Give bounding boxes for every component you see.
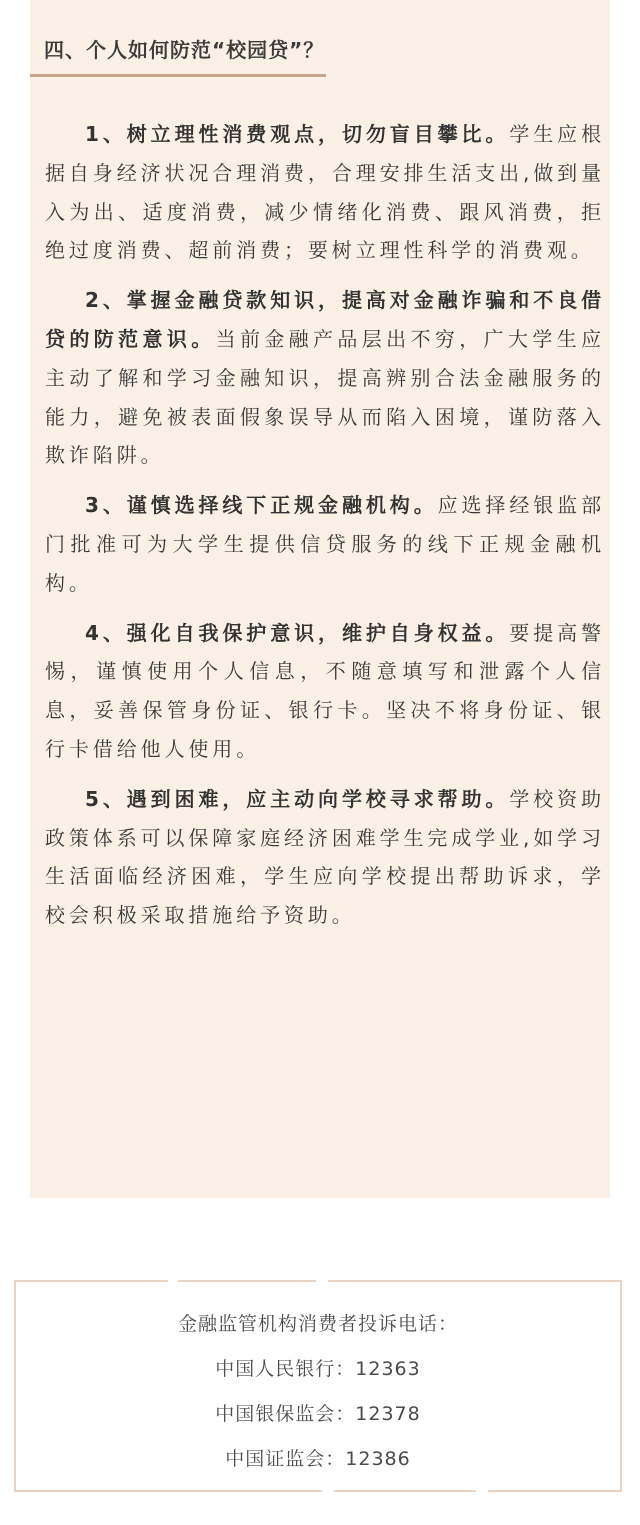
section-heading: 四、个人如何防范“校园贷”？ [44, 38, 325, 62]
paragraph-text: 要提高警惕，谨慎使用个人信息，不随意填写和泄露个人信息，妥善保管身份证、银行卡。坚决不将身份证、银行卡借给他人使用。 [45, 620, 605, 761]
hotline-csrc: 中国证监会：12386 [225, 1448, 411, 1470]
heading-underline [30, 74, 326, 77]
border-gap [322, 1489, 334, 1493]
article-body [45, 115, 605, 946]
paragraph-text: 学校资助政策体系可以保障家庭经济困难学生完成学业,如学习生活面临经济困难，学生应向学校提出帮助诉求，学校会积极采取措施给予资助。 [45, 786, 605, 928]
border-gap [316, 1279, 328, 1283]
paragraph-3 [45, 486, 605, 602]
paragraph-1 [45, 115, 605, 270]
paragraph-text: 应选择经银监部门批准可为大学生提供信贷服务的线下正规金融机构。 [45, 493, 605, 595]
border-gap [168, 1279, 178, 1283]
paragraph-2 [45, 281, 605, 475]
paragraph-lead: 1、树立理性消费观点，切勿盲目攀比。 [85, 122, 510, 146]
complaint-hotline-box [14, 1280, 622, 1492]
paragraph-lead: 4、强化自我保护意识，维护自身权益。 [85, 620, 510, 645]
paragraph-lead: 5、遇到困难，应主动向学校寻求帮助。 [85, 786, 510, 811]
paragraph-4 [45, 614, 605, 769]
paragraph-text: 当前金融产品层出不穷，广大学生应主动了解和学习金融知识，提高辨别合法金融服务的能力，避免被表面假象误导从而陷入困境，谨防落入欺诈陷阱。 [45, 326, 605, 468]
paragraph-lead: 2、掌握金融贷款知识，提高对金融诈骗和不良借贷的防范意识。 [45, 288, 605, 351]
paragraph-5 [45, 780, 605, 935]
hotline-cbirc: 中国银保监会：12378 [215, 1403, 421, 1425]
article-section [30, 0, 610, 1198]
border-gap [476, 1489, 488, 1493]
paragraph-lead: 3、谨慎选择线下正规金融机构。 [85, 493, 438, 518]
hotline-pboc: 中国人民银行：12363 [215, 1358, 421, 1380]
paragraph-text: 学生应根据自身经济状况合理消费，合理安排生活支出,做到量入为出、适度消费，减少情绪化消费、跟风消费，拒绝过度消费、超前消费；要树立理性科学的消费观。 [45, 122, 605, 263]
hotline-title: 金融监管机构消费者投诉电话： [177, 1313, 458, 1335]
